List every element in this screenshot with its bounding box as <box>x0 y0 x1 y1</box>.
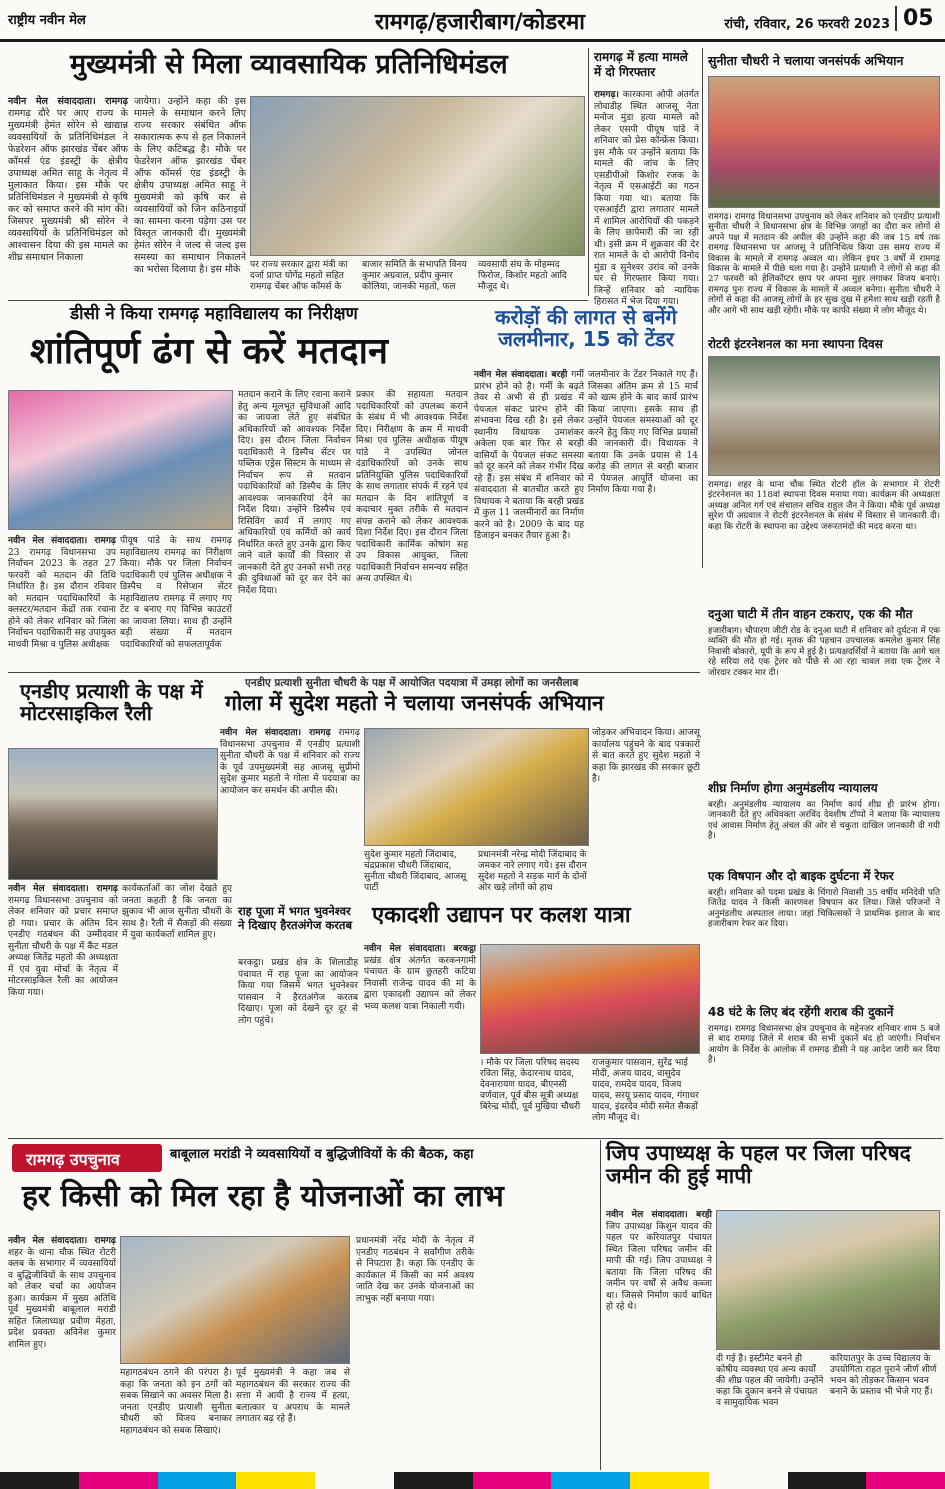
story4-body-col2: पीयूष पांडे के साथ रामगढ़ महाविद्यालय रामगढ़ का निरीक्षण किया। मौके पर जिला निर्वाचन पदाधिकारी एवं पुलिस अधीक्षक ने डिस्पैच व रिसेप्शन सेंटर महाविद्यालय रामगढ़ में लगाए गए टेंट व बनाए गए विभिन्न काउंटरों का जायजा लिया। साथ ही उन्होंने बड़ी संख्या में मतदान पदाधिकारियों को सफलतापूर्वक <box>120 536 232 650</box>
story16-caption-1: दी गई है। इस्टीमेट बनने ही कोषीय व्यवस्था एवं अन्य कार्यों की शीघ्र पहल की जायेगी। उन्होंने कहा कि दुकान बनने से पंचायत व सामुदायिक भवन <box>716 1354 824 1408</box>
story15-kicker: बाबूलाल मरांडी ने व्यवसायियों व बुद्धिजीवियों के की बैठक, कहा <box>170 1147 474 1162</box>
story4-text: 23 रामगढ़ विधानसभा उप निर्वाचन 2023 के तहत 27 फरवरी को मतदान की तिथि निर्धारित है। इस दौरान रविवार को मतदान पदाधिकारियों के क्लस्टर/मतदान केंद्रों तक रवाना होने को लेकर शनिवार को जिला निर्वाचन पदाधिकारी सह उपायुक्त माधवी मिश्रा व पुलिस अधीक्षक <box>8 547 116 650</box>
story1-body <box>8 96 128 296</box>
story11-byline: नवीन मेल संवाददाता। रामगढ़ <box>220 728 331 738</box>
story6-headline: रोटरी इंटरनेशनल का मना स्थापना दिवस <box>708 337 883 351</box>
story1-body-col2: जायेगा। उन्होंने कहा की इस मामले के समाधान करने लिए राज्य सरकार संबंधित ऑफ सकारात्मक रूप से हल निकालने के लिए कटिबद्ध है। मौके पर फेडरेशन ऑफ झारखंड चेंबर ऑफ कॉमर्स एंड इंडस्ट्री के क्षेत्रीय उपाध्यक्ष अमित साहू ने मुख्यमंत्री को कृषि कर से व्यवसायियों को जिन कठिनाइयों का सामना करना पड़ेगा उस पर विस्तृत जानकारी दी। मुख्यमंत्री हेमंत सोरेन ने जल्द से जल्द इस समस्या का समाधान निकालने का भरोसा दिलाया है। इस मौके <box>134 96 246 275</box>
story11-caption-2: प्रधानमंत्री नरेन्द्र मोदी जिंदाबाद के जमकर नारे लगाए गये। इस दौरान सुदेश महतो ने सड़क मार्ग के दोनों ओर खड़े लोगों को हाथ <box>478 850 587 893</box>
story11-headline: गोला में सुदेश महतो ने चलाया जनसंपर्क अभियान <box>225 691 604 715</box>
edition-title: रामगढ़/हजारीबाग/कोडरमा <box>375 10 585 35</box>
story15-headline: हर किसी को मिल रहा है योजनाओं का लाभ <box>22 1179 504 1214</box>
story9-headline: एक विषपान और दो बाइक दुर्घटना में रेफर <box>708 869 894 883</box>
story5-body <box>474 370 584 668</box>
story12-body <box>8 884 118 1134</box>
story6-body: रामगढ़। शहर के थाना चौक स्थित रोटरी हॉल के सभागार में रोटरी इंटरनेशनल का 118वां स्थापना दिवस मनाया गया। कार्यक्रम की अध्यक्षता अध्यक्ष अनिल गर्ग एवं संचालन सचिव राहुल जैन ने किया। मौके पूर्व अध्यक्ष सुरेश पी अग्रवाल ने रोटरी इंटरनेशनल के संबंध में विस्तार से जानकारी दी। कहा कि रोटरी के स्थापना का उद्देश्य जरूरतमंदों की मदद करना था। <box>708 480 940 532</box>
story8-headline: शीघ्र निर्माण होगा अनुमंडलीय न्यायालय <box>708 781 878 795</box>
story14-headline: एकादशी उद्यापन पर कलश यात्रा <box>372 903 631 928</box>
story15-body-col3: पूर्व मुख्यमंत्री ने कहा जब से महागठबंधन की सरकार राज्य की सत्ता में आयी है राज्य में हत्या, बलात्कार व अपराध के मामले लगातार बढ़ रहे हैं। <box>236 1368 350 1424</box>
story12-text: रामगढ़ विधानसभा उपचुनाव को लेकर शनिवार को प्रचार समाप्त हो गया। प्रचार के अंतिम दिन एनडीए गठबंधन की उम्मीदवार सुनीता चौधरी के पक्ष में कैंट मंडल अध्यक्ष जितेंद्र महतो की अध्यक्षता में एवं युवा मोर्चा के नेतृत्व में मोटरसाइकिल रैली का आयोजन किया गया। <box>8 895 118 998</box>
story2-byline: रामगढ़। <box>594 90 619 100</box>
column-divider <box>702 48 703 568</box>
story14-caption-2: राजकुमार पासवान, सुरेंद्र भाई मोदी, अजय यादव, वासुदेव यादव, रामदेव यादव, विजय यादव, सरयू प्रसाद यादव, गंगाधर यादव, इंदरदेव मोदी समेत सैकड़ों लोग मौजूद थे। <box>592 1058 699 1123</box>
story11-body-col2: जोड़कर अभिवादन किया। आजसू कार्यालय पहुंचने के बाद पत्रकारों से बात करते हुए सुदेश महतो ने कहा कि झारखंड की सरकार छूटी है। <box>592 728 700 784</box>
story16-byline: नवीन मेल संवाददाता। बरही <box>606 1210 712 1220</box>
story1-photo <box>250 96 585 256</box>
color-registration-strip <box>0 1472 945 1489</box>
story2-headline: रामगढ़ में हत्या मामले में दो गिरफ्तार <box>594 50 688 79</box>
story10-body: रामगढ़। रामगढ़ विधानसभा क्षेत्र उपचुनाव के मद्देनजर शनिवार शाम 5 बजे से बाद रामगढ़ जिले में शराब की सभी दुकानें बंद हो जाएंगी। निर्वाचन आयोग के निर्देश के आलोक में रामगढ़ डीसी ने यह आदेश जारी कर दिया है। <box>708 1024 940 1066</box>
story15-body <box>8 1236 116 1468</box>
story10-headline: 48 घंटे के लिए बंद रहेंगी शराब की दुकानें <box>708 1005 894 1019</box>
story3-body: रामगढ़। रामगढ़ विधानसभा उपचुनाव को लेकर शनिवार को एनडीए प्रत्याशी सुनीता चौधरी ने विधानसभा क्षेत्र के विभिन्न जगहों का दौरा कर लोगों से अपने पक्ष में मतदान की अपील की उन्होंने कहा की जब 15 वर्ष तक रामगढ़ विधानसभा पर आजसू ने प्रतिनिधित्व किया उस समय राज्य में विकास के मामले में रामगढ़ अव्वल था। लेकिन इधर 3 वर्षों में रामगढ़ विकास के मामले में पीछे चला गया है। उन्होंने प्रत्याशी ने लोगों से कहा की 27 फरवरी को हेलिकॉप्टर छाप पर अपना मुहर लगाकर विजय बनाएं। रामगढ़ पुनः राज्य में विकास के मामले में अव्वल बनेगा। सुनीता चौधरी ने लोगों से कहा की आजसू लोगों के हर सुख दुख में हमेशा साथ खड़ी रहती है और आगे भी साथ खड़ी रहेगी। मौके पर काफी संख्या में लोग मौजूद थे। <box>708 212 940 316</box>
story5-byline: नवीन मेल संवाददाता। बरही <box>474 370 568 380</box>
story1-text: रामगढ़ दौरे पर आए राज्य के मुख्यमंत्री हेमंत सोरेन से खाद्यान्न व्यवसायियों के प्रतिनिधिमंडल ने फेडरेशन ऑफ झारखंड चेंबर ऑफ कॉमर्स एंड इंडस्ट्री के क्षेत्रीय उपाध्यक्ष अमित साहू के नेतृत्व में मुलाकात किया। इस मौके पर प्रतिनिधिमंडल ने मुख्यमंत्री से कृषि कर को समाप्त करने की मांग की। जिसपर मुख्यमंत्री श्री सोरेन ने व्यवसायियों के प्रतिनिधिमंडल को आश्वासन दिया की इस मामले का शीघ्र समाधान निकाला <box>8 108 128 263</box>
story16-photo <box>716 1210 940 1350</box>
story14-byline: नवीन मेल संवाददाता। बरकट्ठा <box>364 944 476 954</box>
story4-byline: नवीन मेल संवाददाता। रामगढ़ <box>8 536 116 546</box>
story14-caption-1: । मौके पर जिला परिषद सदस्य रविता सिंह, केदारनाथ यादव, देवनारायण यादव, बीएनसी वर्णवाल, पूर्व बीस सूत्री अध्यक्ष बिरेन्द्र मोदी, पूर्व मुखिया चौधरी <box>480 1058 581 1112</box>
story15-byline: नवीन मेल संवाददाता। रामगढ़ <box>8 1236 116 1246</box>
masthead <box>0 0 945 42</box>
story14-body <box>364 944 476 1134</box>
story4-kicker: डीसी ने किया रामगढ़ महाविद्यालय का निरीक्षण <box>70 304 358 324</box>
column-divider <box>600 1140 601 1470</box>
story7-headline: दनुआ घाटी में तीन वाहन टकराए, एक की मौत <box>708 607 913 621</box>
story1-byline: नवीन मेल संवाददाता। रामगढ़ <box>8 96 128 107</box>
page-number: 05 <box>895 6 940 31</box>
story8-body: बरही। अनुमंडलीय न्यायालय का निर्माण कार्य शीघ्र ही प्रारंभ होगा। जानकारी देते हुए अधिवक्ता अरविंद देवशीष टॉप्पो ने बताया कि न्यायालय एवं आवास निर्माण हेतु अंचल की ओर से चकुता दाखिल जानकारी दी गयी है। <box>708 800 940 842</box>
story1-headline: मुख्यमंत्री से मिला व्यावसायिक प्रतिनिधिमंडल <box>70 49 508 80</box>
issue-date: रांची, रविवार, 26 फरवरी 2023 <box>724 17 890 32</box>
story15-body-col4: प्रधानमंत्री नरेंद्र मोदी के नेतृत्व में एनडीए गठबंधन ने सर्वांगीण तरीके से निपटारा है। कहा कि एनडीए के कार्यकाल में किसी का मर्म अवश्य जाति देख कर उनके योजनाओं का लाभुक नहीं बनाया गया। <box>356 1236 474 1304</box>
story2-body <box>594 90 699 307</box>
story4-headline: शांतिपूर्ण ढंग से करें मतदान <box>30 331 388 372</box>
story12-byline: नवीन मेल संवाददाता। रामगढ़ <box>8 884 118 894</box>
story5-headline: करोड़ों की लागत से बनेंगे जलमीनार, 15 को टेंडर <box>495 305 677 351</box>
newspaper-logo: राष्ट्रीय नवीन मेल <box>8 13 86 28</box>
story14-photo <box>480 944 700 1054</box>
story15-text: शहर के थाना चौक स्थित रोटरी क्लब के सभागार में व्यवसायियों व बुद्धिजीवियों के साथ उपचुनाव को लेकर चर्चा का आयोजन हुआ। कार्यक्रम में मुख्य अतिथि पूर्व मुख्यमंत्री बाबूलाल मरांडी सहित जिलाध्यक्ष प्रवीण मेहता, प्रदेश प्रवक्ता अविनेश कुमार शामिल हुए। <box>8 1247 116 1350</box>
section-divider <box>8 300 588 301</box>
story11-photo <box>364 728 589 846</box>
story15-body-col2: महागठबंधन ठगने की परंपरा है। कहा कि जनता को इन ठगों को सबक सिखाने का अवसर मिला है। जनता एनडीए प्रत्याशी सुनीता चौधरी को विजय बनाकर महागठबंधन को सबक सिखाएं। <box>120 1368 232 1436</box>
section-divider <box>8 672 700 673</box>
story6-photo <box>708 356 940 476</box>
story12-body-col2: कार्यकर्ताओं का जोश देखते हुए जनता कहती है कि जनता का झुकाव भी आज सुनीता चौधरी के साथ है। रैली में सैकड़ों की संख्या में युवा कार्यकर्ता शामिल हुए। <box>122 884 232 940</box>
story16-headline: जिप उपाध्यक्ष के पहल पर जिला परिषद जमीन की हुई मापी <box>606 1141 911 1189</box>
story12-headline: एनडीए प्रत्याशी के पक्ष में मोटरसाइकिल रैली <box>20 679 203 725</box>
story16-text: जिप उपाध्यक्ष किशुन यादव की पहल पर करियातपुर पंचायत स्थित जिला परिषद जमीन की मापी की गई। जिप उपाध्यक्ष ने बताया कि जिला परिषद की जमीन पर वर्षों से अवैध कब्जा था। जिससे निर्माण कार्य बाधित हो रहे थे। <box>606 1221 712 1312</box>
story16-caption-2: करियातपुर के उच्च विद्यालय के उपयोगिता राहत पुराने जीर्ण शीर्ण भवन को तोड़कर किसान भवन बनाने के प्रस्ताव भी भेजे गए हैं। <box>830 1354 937 1397</box>
story11-kicker: एनडीए प्रत्याशी सुनीता चौधरी के पक्ष में आयोजित पदयात्रा में उमड़ा लोगों का जनसैलाब <box>245 677 579 689</box>
story1-caption-1: पर राज्य सरकार द्वारा मंत्री का दर्जा प्राप्त योगेंद्र महतो सहित रामगढ़ चेंबर ऑफ कॉमर्स के <box>250 260 348 292</box>
story16-body <box>606 1210 712 1468</box>
story2-text: कारकाना ओपी अंतर्गत लोवाडीह स्थित आजसू नेता मनोज मुंडा हत्या मामले को लेकर एसपी पीयूष पांडे ने शनिवार को प्रेस कॉन्फ्रेंस किया। इस मौके पर उन्होंने बताया कि मामले की जांच के लिए एसडीपीओ किशोर रजक के नेतृत्व में एसआईटी का गठन किया गया था। बताया कि एसआईटी द्वारा लगातार मामले में शामिल आरोपियों की पकड़ने के लिए छापेमारी की जा रही थी। इसी क्रम में शुक्रवार की देर रात मामले के दो आरोपी विनोद मुंडा व सुनेश्वर उरांव को उनके घर से गिरफ्तार किया गया। जिन्हें शनिवार को न्यायिक हिरासत में भेज दिया गया। <box>594 90 699 307</box>
story1-caption-3: व्यवसायी संघ के मोहम्मद फिरोज, किशोर महतो आदि मौजूद थे। <box>478 260 567 292</box>
story4-body-col3: मतदान कराने के लिए रवाना कराने हेतु अन्य मूलभूत सुविधाओं आदि का जायजा लेते हुए संबंधित अधिकारियों को आवश्यक निर्देश दिए। इस दौरान जिला निर्वाचन पदाधिकारी ने डिस्पैच सेंटर पर पब्लिक एड्रेस सिस्टम के माध्यम से निर्वाचन रूप से मतदान पदाधिकारियों को डिस्पैच के लिए आवश्यक जानकारियां देने का निर्देश दिया। उन्होंने डिस्पैच एवं रिसिविंग कार्य में लगाए गए अधिकारियों एवं कर्मियों को कार्य निर्धारित करते हुए उनके द्वारा किए जाने वाले कार्यों की विस्तार से जानकारी देते हुए उनको सभी तरह की दुविधाओं को दूर कर देने का निर्देश दिया। <box>238 390 351 596</box>
story7-body: हजारीबाग। चौपारण जीटी रोड के दनुआ घाटी में शनिवार को दुर्घटना में एक व्यक्ति की मौत हो गई। मृतक की पहचान उपचालक कमलेश कुमार सिंह निवासी बोकारो, यूपी के रूप में हुई है। प्रत्यक्षदर्शियों ने बताया कि आगे चल रहे सरिया लदे एक ट्रेलर को पीछे से आ रहा चावल लदा एक ट्रेलर ने जोरदार टक्कर मार दी। <box>708 626 940 678</box>
story4-photo <box>8 390 233 530</box>
section-divider <box>8 1138 943 1139</box>
story3-headline: सुनीता चौधरी ने चलाया जनसंपर्क अभियान <box>708 53 904 68</box>
story9-body: बरही। शनिवार को पदमा प्रखंड के चिंगारो निवासी 35 वर्षीय मनिदेवी पति जितेंद्र यादव ने किसी कारणवश विषपान कर लिया। जिसे परिजनों ने अनुमंडलीय अस्पताल लाया। जहां चिकित्सकों ने प्राथमिक इलाज के बाद हजारीबाग रेफर कर दिया। <box>708 888 940 930</box>
story11-body <box>220 728 360 888</box>
story1-caption-2: बाजार समिति के सभापति विनय कुमार अग्रवाल, प्रदीप कुमार कोलिया, जानकी महतो, फल <box>362 260 467 292</box>
story11-text: रामगढ़ विधानसभा उपचुनाव में एनडीए प्रत्याशी सुनीता चौधरी के पक्ष में शनिवार को राज्य के पूर्व उपमुख्यमंत्री सह आजसू सुप्रीमो सुदेश कुमार महतो ने गोला में पदयात्रा का आयोजन कर समर्थन की अपील की। <box>220 728 360 796</box>
column-divider <box>588 48 589 296</box>
story4-body <box>8 536 116 666</box>
story14-text: प्रखंड क्षेत्र अंतर्गत करकनगामी पंचायत के ग्राम छुतहरी कटिया निवासी राजेन्द्र यादव की मां के द्वारा एकादशी उद्यापन को लेकर भव्य कलश यात्रा निकाली गयी। <box>364 955 476 1012</box>
story13-headline: राह पूजा में भगत भुवनेश्वर ने दिखाए हैरतअंगेज करतब <box>238 904 353 932</box>
story5-body-col2: जलमीनार के टेंडर निकाले गए हैं। जिसका अंतिम क्रम से 15 मार्च को खत्म होने के बाद कार्य प्रारंभ किया जाएगा। इसके साथ ही उन्होंने पेयजल समस्याओं को दूर करने हेतु किए गए विभिन्न प्रयासों की जानकारी दी। विधायक ने बताया कि उनके प्रयास से 14 करोड़ की लागत से बरही बाजार में पेयजल आपूर्ति योजना का निर्माण किया गया है। <box>588 370 698 495</box>
election-tag: रामगढ़ उपचुनाव <box>12 1144 162 1172</box>
story3-photo <box>708 76 940 208</box>
story11-caption-1: सुदेश कुमार महतो जिंदाबाद, चंद्रप्रकाश चौधरी जिंदाबाद, सुनीता चौधरी जिंदाबाद, आजसू पार्टी <box>364 850 467 893</box>
story13-body: बरकट्ठा। प्रखंड क्षेत्र के शिलाडीह पंचायत में राह पूजा का आयोजन किया गया जिसमें भगत भुवनेश्वर पासवान ने हैरतअंगेज करतब दिखाए। पूजा को देखने दूर दूर से लोग पहुंचे। <box>238 958 358 1026</box>
story15-photo <box>120 1236 350 1364</box>
story4-body-col4: प्रकार की सहायता मतदान पदाधिकारियों को उपलब्ध कराने के संबंध में भी आवश्यक निर्देश दिए। निरीक्षण के क्रम में माधवी मिश्रा एवं पुलिस अधीक्षक पीयूष पांडे ने उपस्थित जोनल दंडाधिकारियों को उनके साथ प्रतिनियुक्ति पुलिस पदाधिकारियों के साथ लगातार संपर्क में रहने एवं मतदान के दिन शांतिपूर्ण व कदाचार मुक्त तरीके से मतदान संपन्न कराने को लेकर आवश्यक दिशा निर्देश दिए। इस दौरान जिला पदाधिकारी कार्मिक कोषांग सह उप विकास आयुक्त, जिला पदाधिकारी निर्वाचन समन्वय सहित अन्य उपस्थित थे। <box>356 390 469 584</box>
story5-text: गर्मी प्रारंभ होने को है। गर्मी के बढ़ते तेवर से अभी से ही प्रखंड में पेयजल संकट प्रारंभ होने की संभावना दिख रही है। इसे लेकर स्थानीय विधायक उमाशंकर अकेला एक बार फिर से बरही वासियों के पेयजल संकट समस्या को दूर करने को लेकर गंभीर दिख रहे हैं। इस संबंध में शनिवार को संवाददाता से बातचीत करते हुए विधायक ने बताया कि बरही प्रखंड में कुल 11 जलमीनारों का निर्माण करने को है। 2009 के बाद यह डिजाइन बनकर तैयार हुआ है। <box>474 370 584 541</box>
story12-photo <box>8 748 218 880</box>
